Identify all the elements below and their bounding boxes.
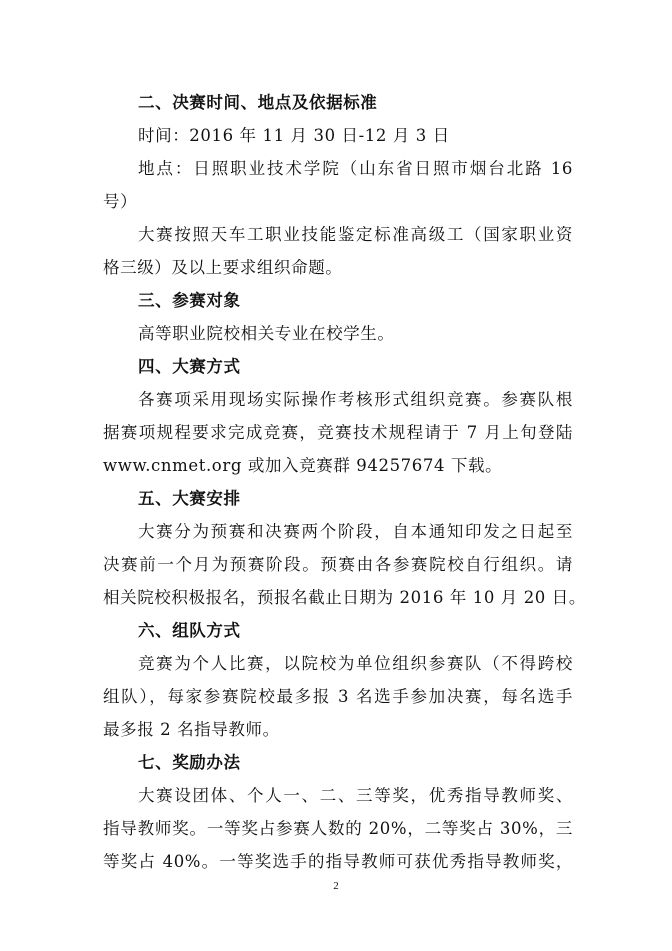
paragraph-line: 时间：2016 年 11 月 30 日-12 月 3 日	[138, 126, 450, 145]
paragraph-line: 大赛按照天车工职业技能鉴定标准高级工（国家职业资	[138, 225, 573, 244]
page-number: 2	[333, 880, 339, 892]
section-heading: 五、大赛安排	[138, 489, 241, 508]
paragraph-continuation-line: 号）	[103, 192, 138, 211]
paragraph-continuation-line: www.cnmet.org 或加入竞赛群 94257674 下载。	[103, 456, 503, 475]
paragraph-line: 高等职业院校相关专业在校学生。	[138, 324, 395, 343]
paragraph-continuation-line: 等奖占 40%。一等奖选手的指导教师可获优秀指导教师奖，	[103, 852, 573, 871]
document-body	[103, 86, 586, 878]
section-heading: 七、奖励办法	[138, 753, 241, 772]
paragraph-continuation-line: 格三级）及以上要求组织命题。	[103, 258, 343, 277]
paragraph-continuation-line: 最多报 2 名指导教师。	[103, 720, 280, 739]
section-heading: 六、组队方式	[138, 621, 241, 640]
paragraph-line: 大赛设团体、个人一、二、三等奖，优秀指导教师奖、	[138, 786, 573, 805]
paragraph-continuation-line: 据赛项规程要求完成竞赛，竞赛技术规程请于 7 月上旬登陆	[103, 423, 573, 442]
section-heading: 四、大赛方式	[138, 357, 241, 376]
paragraph-continuation-line: 组队），每家参赛院校最多报 3 名选手参加决赛，每名选手	[103, 687, 573, 706]
paragraph-continuation-line: 决赛前一个月为预赛阶段。预赛由各参赛院校自行组织。请	[103, 555, 573, 574]
paragraph-line: 地点：日照职业技术学院（山东省日照市烟台北路 16	[138, 159, 573, 178]
paragraph-line: 大赛分为预赛和决赛两个阶段，自本通知印发之日起至	[138, 522, 573, 541]
section-heading: 二、决赛时间、地点及依据标准	[138, 93, 378, 112]
paragraph-line: 竞赛为个人比赛，以院校为单位组织参赛队（不得跨校	[138, 654, 573, 673]
paragraph-continuation-line: 指导教师奖。一等奖占参赛人数的 20%，二等奖占 30%，三	[103, 819, 573, 838]
paragraph-continuation-line: 相关院校积极报名，预报名截止日期为 2016 年 10 月 20 日。	[103, 588, 586, 607]
paragraph-line: 各赛项采用现场实际操作考核形式组织竞赛。参赛队根	[138, 390, 573, 409]
section-heading: 三、参赛对象	[138, 291, 241, 310]
